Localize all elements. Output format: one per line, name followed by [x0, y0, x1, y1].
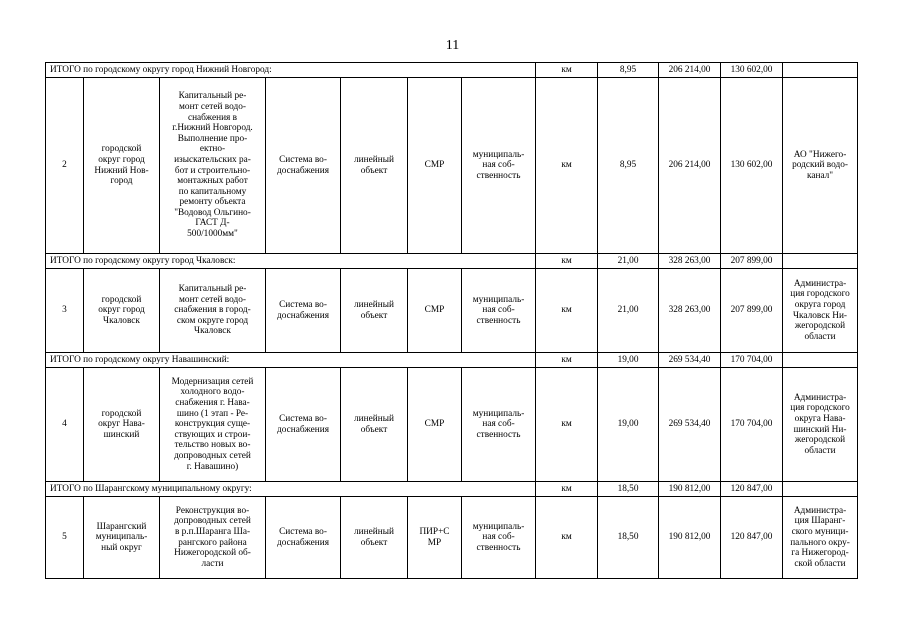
row-municipality: городской округ Нава- шинский [84, 368, 160, 482]
total-amount2: 130 602,00 [721, 63, 783, 78]
row-municipality: городской округ город Чкаловск [84, 269, 160, 353]
total-label: ИТОГО по Шарангскому муниципальному округу: [46, 482, 536, 497]
row-qty: 8,95 [598, 78, 659, 254]
row-system: Система во- доснабжения [266, 269, 341, 353]
row-amount1: 190 812,00 [659, 497, 721, 579]
row-executor: АО "Нижего- родский водо- канал" [783, 78, 858, 254]
row-unit: км [536, 269, 598, 353]
row-object-type: линейный объект [341, 269, 408, 353]
row-amount1: 269 534,40 [659, 368, 721, 482]
table-row [46, 497, 858, 579]
total-unit: км [536, 254, 598, 269]
total-empty [783, 353, 858, 368]
row-amount2: 120 847,00 [721, 497, 783, 579]
total-row [46, 63, 858, 78]
row-unit: км [536, 368, 598, 482]
row-work-type: ПИР+С МР [408, 497, 462, 579]
total-row [46, 482, 858, 497]
row-object: Капитальный ре- монт сетей водо- снабжения в город- ском округе город Чкаловск [160, 269, 266, 353]
row-qty: 18,50 [598, 497, 659, 579]
row-system: Система во- доснабжения [266, 368, 341, 482]
table-row [46, 78, 858, 254]
row-qty: 19,00 [598, 368, 659, 482]
row-amount2: 207 899,00 [721, 269, 783, 353]
row-work-type: СМР [408, 368, 462, 482]
row-object-type: линейный объект [341, 78, 408, 254]
row-executor: Администра- ция Шаранг- ского муници- пального окру- га Нижегород- ской области [783, 497, 858, 579]
row-object: Реконструкция во- допроводных сетей в р.п.Шаранга Ша- рангского района Нижегородской об- ласти [160, 497, 266, 579]
row-municipality: городской округ город Нижний Нов- город [84, 78, 160, 254]
total-amount2: 120 847,00 [721, 482, 783, 497]
row-ownership: муниципаль- ная соб- ственность [462, 78, 536, 254]
row-executor: Администра- ция городского округа Нава- шинский Ни- жегородской области [783, 368, 858, 482]
row-amount1: 206 214,00 [659, 78, 721, 254]
total-qty: 21,00 [598, 254, 659, 269]
total-amount2: 170 704,00 [721, 353, 783, 368]
total-amount1: 206 214,00 [659, 63, 721, 78]
total-qty: 8,95 [598, 63, 659, 78]
row-object: Модернизация сетей холодного водо- снабжения г. Нава- шино (1 этап - Ре- конструкция суще- ствующих и строи- тельство новых во- допроводных сетей г. Навашино) [160, 368, 266, 482]
total-amount1: 328 263,00 [659, 254, 721, 269]
total-qty: 19,00 [598, 353, 659, 368]
total-empty [783, 482, 858, 497]
row-system: Система во- доснабжения [266, 78, 341, 254]
row-amount1: 328 263,00 [659, 269, 721, 353]
total-amount1: 190 812,00 [659, 482, 721, 497]
row-municipality: Шарангский муниципаль- ный округ [84, 497, 160, 579]
total-row [46, 353, 858, 368]
row-qty: 21,00 [598, 269, 659, 353]
page-number: 11 [445, 38, 460, 53]
row-ownership: муниципаль- ная соб- ственность [462, 497, 536, 579]
row-work-type: СМР [408, 269, 462, 353]
row-amount2: 130 602,00 [721, 78, 783, 254]
total-row [46, 254, 858, 269]
total-amount1: 269 534,40 [659, 353, 721, 368]
total-label: ИТОГО по городскому округу город Чкаловск: [46, 254, 536, 269]
row-system: Система во- доснабжения [266, 497, 341, 579]
row-num: 5 [46, 497, 84, 579]
row-object: Капитальный ре- монт сетей водо- снабжения в г.Нижний Новгород. Выполнение про- ектно- изыскательских ра- бот и строительно- монтажных работ по капитальному ремонту объекта "Водовод Ольгино- ГАСТ Д- 500/1000мм" [160, 78, 266, 254]
table-row [46, 269, 858, 353]
total-unit: км [536, 353, 598, 368]
projects-table [45, 62, 858, 579]
row-amount2: 170 704,00 [721, 368, 783, 482]
row-object-type: линейный объект [341, 368, 408, 482]
table-row [46, 368, 858, 482]
total-qty: 18,50 [598, 482, 659, 497]
total-unit: км [536, 63, 598, 78]
row-executor: Администра- ция городского округа город Чкаловск Ни- жегородской области [783, 269, 858, 353]
row-num: 3 [46, 269, 84, 353]
row-work-type: СМР [408, 78, 462, 254]
total-label: ИТОГО по городскому округу город Нижний Новгород: [46, 63, 536, 78]
row-ownership: муниципаль- ная соб- ственность [462, 368, 536, 482]
total-label: ИТОГО по городскому округу Навашинский: [46, 353, 536, 368]
total-amount2: 207 899,00 [721, 254, 783, 269]
row-num: 2 [46, 78, 84, 254]
row-ownership: муниципаль- ная соб- ственность [462, 269, 536, 353]
row-unit: км [536, 497, 598, 579]
total-empty [783, 63, 858, 78]
total-unit: км [536, 482, 598, 497]
total-empty [783, 254, 858, 269]
row-num: 4 [46, 368, 84, 482]
row-object-type: линейный объект [341, 497, 408, 579]
row-unit: км [536, 78, 598, 254]
